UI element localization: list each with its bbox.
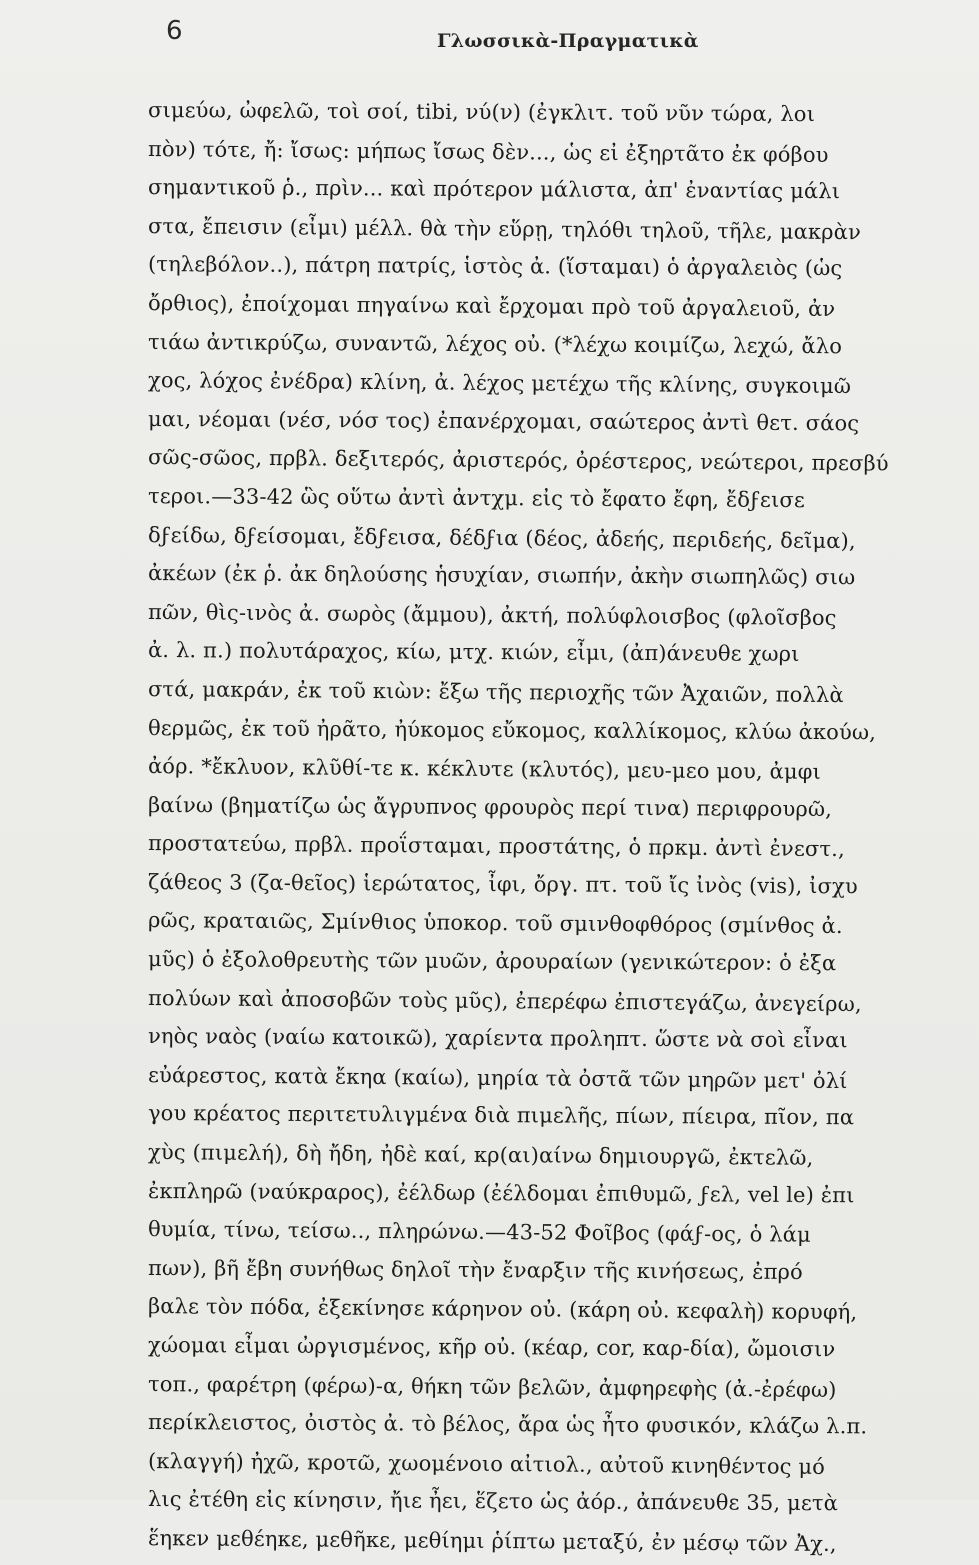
text-line: (τηλεβόλον..), πάτρη πατρίς, ἱστὸς ἀ. (ἵσταμαι) ὁ ἀργαλειὸς (ὡς bbox=[147, 252, 843, 281]
text-line: λις ἐτέθη εἰς κίνησιν, ἤιε ἦει, ἕζετο ὡς ἀόρ., ἀπάνευθε 35, μετὰ bbox=[147, 1487, 839, 1516]
text-line: τεροι.—33-42 ὣς οὕτω ἀντὶ ἀντχμ. εἰς τὸ ἔφατο ἔφη, ἔδϝεισε bbox=[147, 483, 805, 512]
text-line: ἀκέων (ἐκ ῥ. ἀκ δηλούσης ἡσυχίαν, σιωπήν, ἀκὴν σιωπηλῶς) σιω bbox=[147, 561, 856, 590]
commentary-text bbox=[148, 91, 968, 1558]
text-line: πὸν) τότε, ἤ: ἴσως: μήπως ἴσως δὲν..., ὡς εἰ ἐξηρτᾶτο ἐκ φόβου bbox=[147, 136, 829, 167]
text-line: χώομαι εἶμαι ὠργισμένος, κῆρ οὐ. (κέαρ, cor, καρ-δία), ὤμοισιν bbox=[147, 1333, 836, 1362]
text-line: πῶν, θὶς-ινὸς ἀ. σωρὸς (ἄμμου), ἀκτή, πολύφλοισβος (φλοῖσβος bbox=[147, 599, 837, 630]
running-title: Γλωσσικὰ-Πραγματικὰ bbox=[437, 30, 699, 52]
text-line: (κλαγγή) ἠχῶ, κροτῶ, χωομένοιο αἰτιολ., αὐτοῦ κινηθέντος μό bbox=[147, 1448, 826, 1479]
text-line: ἐκπληρῶ (ναύκραρος), ἐέλδωρ (ἐέλδομαι ἐπιθυμῶ, ϝελ, vel le) ἐπι bbox=[147, 1178, 855, 1207]
text-line: σιμεύω, ὠφελῶ, τοὶ σοί, tibi, νύ(ν) (ἐγκλιτ. τοῦ νῦν τώρα, λοι bbox=[147, 98, 816, 127]
text-line: ζάθεος 3 (ζα-θεῖος) ἱερώτατος, ἶφι, ὄργ. πτ. τοῦ ἴς ἰνὸς (vis), ἰσχυ bbox=[147, 869, 858, 899]
text-line: χος, λόχος ἐνέδρα) κλίνη, ἀ. λέχος μετέχω τῆς κλίνης, συγκοιμῶ bbox=[147, 368, 852, 399]
text-line: ἀόρ. *ἔκλυον, κλῦθί-τε κ. κέκλυτε (κλυτός), μευ-μεο μου, ἀμφι bbox=[147, 754, 822, 784]
text-line: στά, μακράν, ἐκ τοῦ κιὼν: ἔξω τῆς περιοχῆς τῶν Ἀχαιῶν, πολλὰ bbox=[147, 676, 844, 707]
text-line: εὐάρεστος, κατὰ ἔκηα (καίω), μηρία τὰ ὀστᾶ τῶν μηρῶν μετ' ὀλί bbox=[147, 1062, 848, 1093]
text-line: ἕηκεν μεθέηκε, μεθῆκε, μεθίημι ῥίπτω μεταξύ, ἐν μέσῳ τῶν Ἀχ., bbox=[147, 1525, 837, 1556]
text-line: τοπ., φαρέτρη (φέρω)-α, θήκη τῶν βελῶν, ἀμφηρεφὴς (ἀ.-ἐρέφω) bbox=[147, 1371, 837, 1402]
text-line: περίκλειστος, ὀιστὸς ἀ. τὸ βέλος, ἄρα ὡς ἦτο φυσικόν, κλάζω λ.π. bbox=[147, 1410, 868, 1439]
text-line: στα, ἔπεισιν (εἶμι) μέλλ. θὰ τὴν εὕρῃ, τηλόθι τηλοῦ, τῆλε, μακρὰν bbox=[147, 213, 862, 245]
text-line: θερμῶς, ἐκ τοῦ ἠρᾶτο, ἠύκομος εὔκομος, καλλίκομος, κλύω ἀκούω, bbox=[147, 715, 877, 744]
text-line: πων), βῆ ἔβη συνήθως δηλοῖ τὴν ἔναρξιν τῆς κινήσεως, ἐπρό bbox=[147, 1255, 803, 1284]
text-line: σῶς-σῶος, πρβλ. δεξιτερός, ἀριστερός, ὀρέστερος, νεώτεροι, πρεσβύ bbox=[147, 445, 889, 476]
text-line: ὄρθιος), ἐποίχομαι πηγαίνω καὶ ἔρχομαι πρὸ τοῦ ἀργαλειοῦ, ἀν bbox=[147, 290, 836, 321]
text-line: πολύων καὶ ἀποσοβῶν τοὺς μῦς), ἐπερέφω ἐπιστεγάζω, ἀνεγείρω, bbox=[147, 985, 862, 1016]
page-number: 6 bbox=[166, 16, 183, 46]
text-line: νηὸς ναὸς (ναίω κατοικῶ), χαρίεντα προληπτ. ὥστε νὰ σοὶ εἶναι bbox=[147, 1024, 848, 1053]
text-line: δϝείδω, δϝείσομαι, ἔδϝεισα, δέδϝια (δέος, ἀδεής, περιδεής, δεῖμα), bbox=[147, 522, 856, 553]
text-line: μῦς) ὁ ἐξολοθρευτὴς τῶν μυῶν, ἀρουραίων (γενικώτερον: ὁ ἐξα bbox=[147, 947, 837, 976]
text-line: ρῶς, κραταιῶς, Σμίνθιος ὑποκορ. τοῦ σμινθοφθόρος (σμίνθος ἀ. bbox=[147, 908, 843, 939]
text-line: ἀ. λ. π.) πολυτάραχος, κίω, μτχ. κιών, εἶμι, (ἀπ)άνευθε χωρι bbox=[147, 638, 800, 667]
text-line: θυμία, τίνω, τείσω.., πληρώνω.—43-52 Φοῖβος (φάϝ-ος, ὁ λάμ bbox=[147, 1217, 811, 1248]
text-line: γου κρέατος περιτετυλιγμένα διὰ πιμελῆς, πίων, πίειρα, πῖον, πα bbox=[147, 1101, 855, 1130]
text-line: χὺς (πιμελή), δὴ ἤδη, ἠδὲ καί, κρ(αι)αίνω δημιουργῶ, ἐκτελῶ, bbox=[147, 1140, 814, 1170]
text-line: βαλε τὸν πόδα, ἐξεκίνησε κάρηνον οὐ. (κάρη οὐ. κεφαλὴ) κορυφή, bbox=[147, 1294, 858, 1325]
text-line: προστατεύω, πρβλ. προΐσταμαι, προστάτης, ὁ πρκμ. ἀντὶ ἐνεστ., bbox=[147, 831, 845, 862]
text-line: μαι, νέομαι (νέσ, νόσ τος) ἐπανέρχομαι, σαώτερος ἀντὶ θετ. σάος bbox=[147, 406, 860, 436]
text-line: βαίνω (βηματίζω ὡς ἄγρυπνος φρουρὸς περί τινα) περιφρουρῶ, bbox=[147, 792, 833, 821]
text-line: σημαντικοῦ ῥ., πρὶν... καὶ πρότερον μάλιστα, ἀπ' ἐναντίας μάλι bbox=[147, 175, 841, 204]
text-line: τιάω ἀντικρύζω, συναντῶ, λέχος οὐ. (*λέχω κοιμίζω, λεχώ, ἄλο bbox=[147, 329, 843, 358]
